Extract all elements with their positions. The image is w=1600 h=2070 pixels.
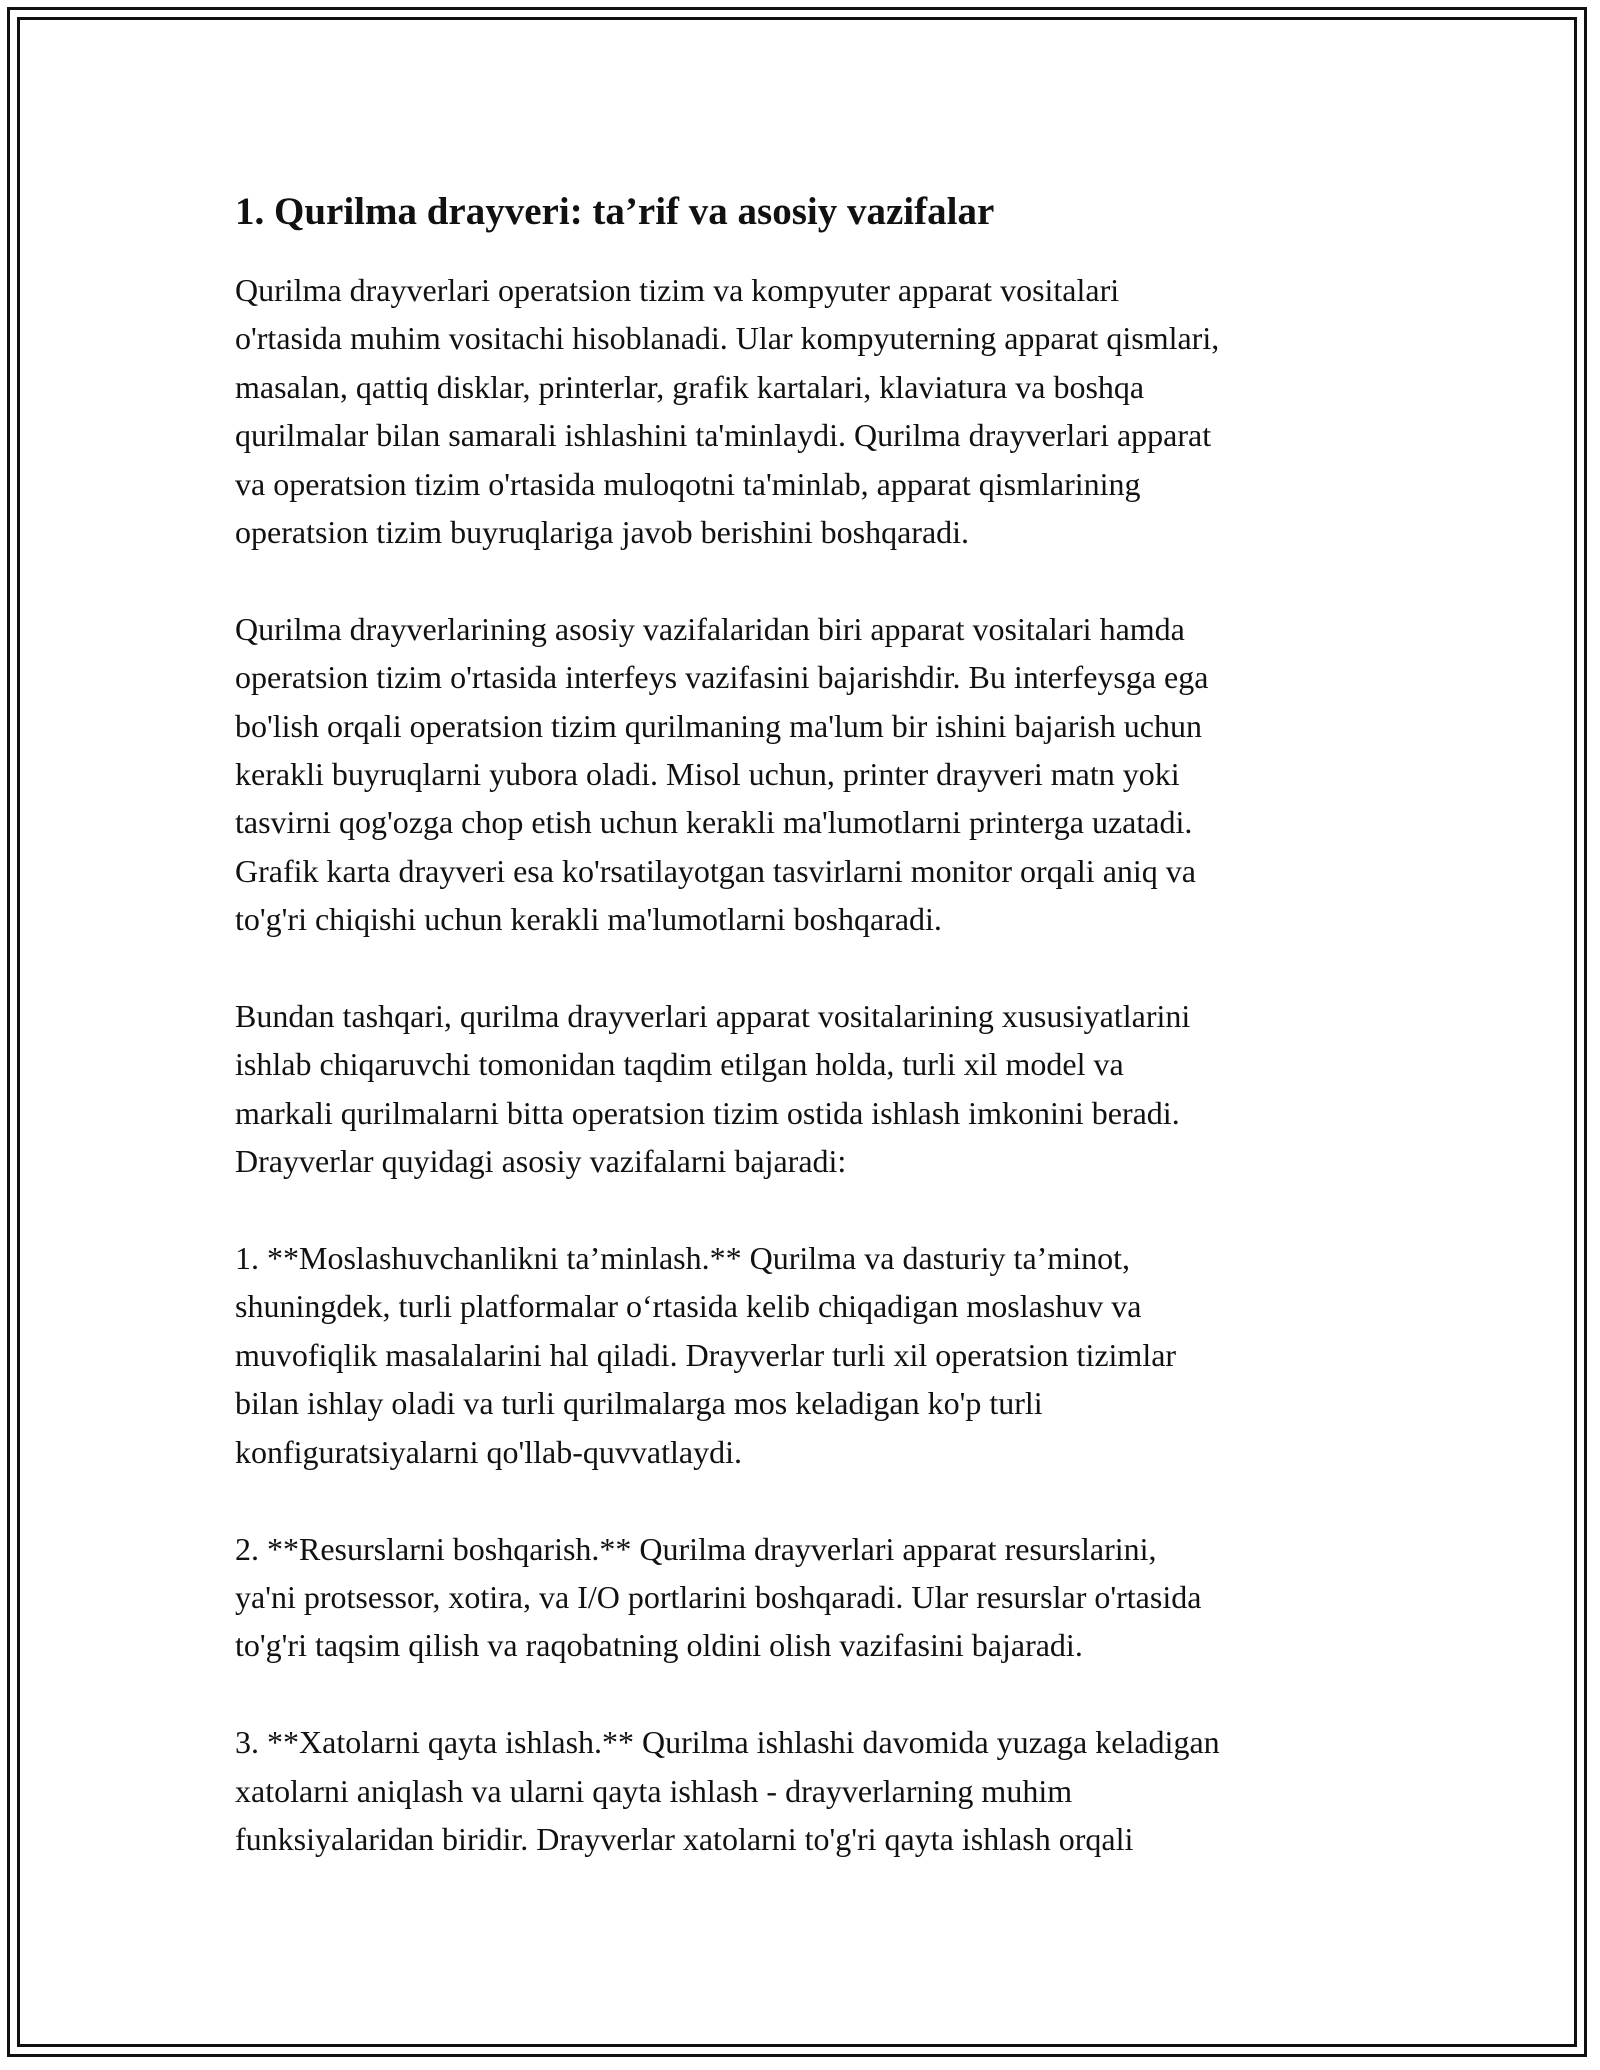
text-line: bo'lish orqali operatsion tizim qurilmaning ma'lum bir ishini bajarish uchun — [235, 707, 1202, 744]
text-line: kerakli buyruqlarni yubora oladi. Misol uchun, printer drayveri matn yoki — [235, 756, 1180, 793]
list-item-errors — [235, 1718, 1375, 1863]
text-line: o'rtasida muhim vositachi hisoblanadi. Ular kompyuterning apparat qismlari, — [235, 320, 1220, 357]
paragraph-interface — [235, 605, 1375, 944]
text-line: bilan ishlay oladi va turli qurilmalarga mos keladigan ko'p turli — [235, 1385, 1043, 1422]
text-line: tasvirni qog'ozga chop etish uchun kerakli ma'lumotlarni printerga uzatadi. — [235, 804, 1193, 841]
text-line: to'g'ri chiqishi uchun kerakli ma'lumotlarni boshqaradi. — [235, 901, 942, 938]
paragraph-additional — [235, 992, 1375, 1186]
text-line: muvofiqlik masalalarini hal qiladi. Drayverlar turli xil operatsion tizimlar — [235, 1336, 1177, 1373]
text-line: to'g'ri taqsim qilish va raqobatning oldini olish vazifasini bajaradi. — [235, 1627, 1083, 1664]
text-line: ya'ni protsessor, xotira, va I/O portlarini boshqaradi. Ular resurslar o'rtasida — [235, 1578, 1202, 1615]
text-line: ishlab chiqaruvchi tomonidan taqdim etilgan holda, turli xil model va — [235, 1046, 1124, 1083]
document-body — [235, 188, 1375, 1863]
section-heading: 1. Qurilma drayveri: ta’rif va asosiy vazifalar — [235, 190, 995, 233]
text-line: Qurilma drayverlari operatsion tizim va kompyuter apparat vositalari — [235, 272, 1120, 308]
list-item-compatibility — [235, 1234, 1375, 1476]
text-line: 2. **Resurslarni boshqarish.** Qurilma drayverlari apparat resurslarini, — [235, 1530, 1157, 1567]
text-line: Grafik karta drayveri esa ko'rsatilayotgan tasvirlarni monitor orqali aniq va — [235, 852, 1196, 889]
text-line: qurilmalar bilan samarali ishlashini ta'minlaydi. Qurilma drayverlari apparat — [235, 417, 1212, 454]
text-line: masalan, qattiq disklar, printerlar, grafik kartalari, klaviatura va boshqa — [235, 368, 1145, 405]
text-line: xatolarni aniqlash va ularni qayta ishlash - drayverlarning muhim — [235, 1772, 1073, 1809]
text-line: shuningdek, turli platformalar o‘rtasida kelib chiqadigan moslashuv va — [235, 1288, 1142, 1325]
text-line: 1. **Moslashuvchanlikni ta’minlash.** Qurilma va dasturiy ta’minot, — [235, 1240, 1130, 1277]
text-line: operatsion tizim buyruqlariga javob berishini boshqaradi. — [235, 514, 970, 551]
text-line: Bundan tashqari, qurilma drayverlari apparat vositalarining xususiyatlarini — [235, 998, 1191, 1035]
text-line: konfiguratsiyalarni qo'llab-quvvatlaydi. — [235, 1433, 742, 1470]
text-line: Qurilma drayverlarining asosiy vazifalaridan biri apparat vositalari hamda — [235, 610, 1185, 647]
text-line: operatsion tizim o'rtasida interfeys vazifasini bajarishdir. Bu interfeysga ega — [235, 659, 1209, 696]
text-line: funksiyalaridan biridir. Drayverlar xatolarni to'g'ri qayta ishlash orqali — [235, 1820, 1134, 1857]
list-item-resources — [235, 1525, 1375, 1670]
paragraph-intro — [235, 266, 1375, 556]
text-line: 3. **Xatolarni qayta ishlash.** Qurilma ishlashi davomida yuzaga keladigan — [235, 1724, 1220, 1761]
text-line: Drayverlar quyidagi asosiy vazifalarni bajaradi: — [235, 1143, 847, 1180]
text-line: va operatsion tizim o'rtasida muloqotni ta'minlab, apparat qismlarining — [235, 465, 1141, 502]
text-line: markali qurilmalarni bitta operatsion tizim ostida ishlash imkonini beradi. — [235, 1094, 1180, 1131]
